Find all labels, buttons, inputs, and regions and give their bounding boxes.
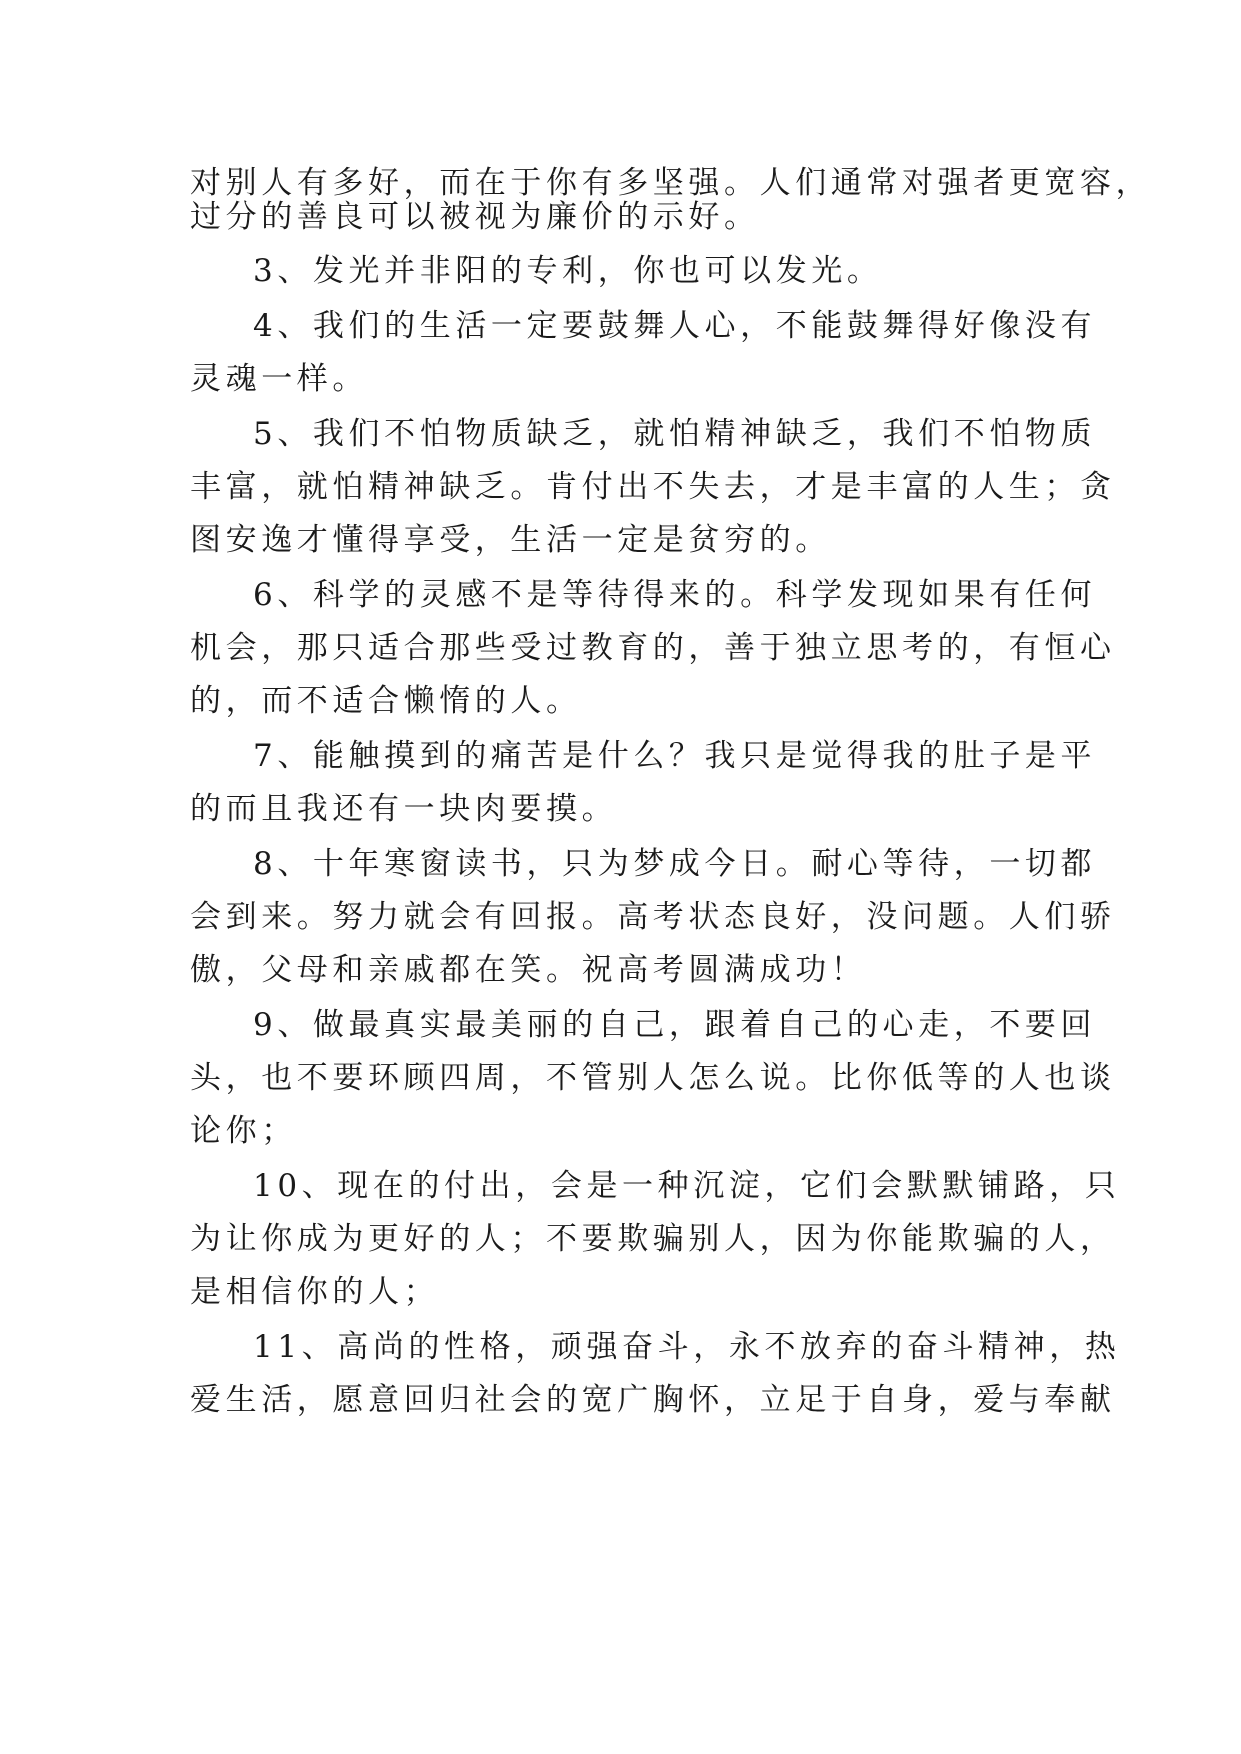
text-line: 灵魂一样。 [190,361,368,397]
text-line: 8、十年寒窗读书，只为梦成今日。耐心等待，一切都 [253,846,1097,882]
text-line: 傲，父母和亲戚都在笑。祝高考圆满成功！ [190,952,867,988]
text-line: 对别人有多好，而在于你有多坚强。人们通常对强者更宽容， [190,165,1152,201]
text-line: 机会，那只适合那些受过教育的，善于独立思考的，有恒心 [190,630,1116,666]
text-line: 7、能触摸到的痛苦是什么？我只是觉得我的肚子是平 [253,738,1097,774]
text-line: 为让你成为更好的人；不要欺骗别人，因为你能欺骗的人， [190,1221,1116,1257]
text-line: 的，而不适合懒惰的人。 [190,683,582,719]
text-line: 6、科学的灵感不是等待得来的。科学发现如果有任何 [253,577,1097,613]
text-line: 10、现在的付出，会是一种沉淀，它们会默默铺路，只 [253,1168,1121,1204]
text-line: 5、我们不怕物质缺乏，就怕精神缺乏，我们不怕物质 [253,416,1097,452]
text-line: 头，也不要环顾四周，不管别人怎么说。比你低等的人也谈 [190,1060,1116,1096]
text-line: 爱生活，愿意回归社会的宽广胸怀，立足于自身，爱与奉献 [190,1382,1116,1418]
text-line: 的而且我还有一块肉要摸。 [190,791,618,827]
text-line: 4、我们的生活一定要鼓舞人心，不能鼓舞得好像没有 [253,308,1097,344]
text-line: 是相信你的人； [190,1274,440,1310]
text-line: 图安逸才懂得享受，生活一定是贫穷的。 [190,522,831,558]
text-line: 丰富，就怕精神缺乏。肯付出不失去，才是丰富的人生；贪 [190,469,1116,505]
text-line: 3、发光并非阳的专利，你也可以发光。 [253,253,883,289]
text-line: 论你； [190,1113,297,1149]
text-line: 会到来。努力就会有回报。高考状态良好，没问题。人们骄 [190,899,1116,935]
text-line: 11、高尚的性格，顽强奋斗，永不放弃的奋斗精神，热 [253,1329,1121,1365]
text-line: 过分的善良可以被视为廉价的示好。 [190,199,760,235]
text-line: 9、做最真实最美丽的自己，跟着自己的心走，不要回 [253,1007,1097,1043]
